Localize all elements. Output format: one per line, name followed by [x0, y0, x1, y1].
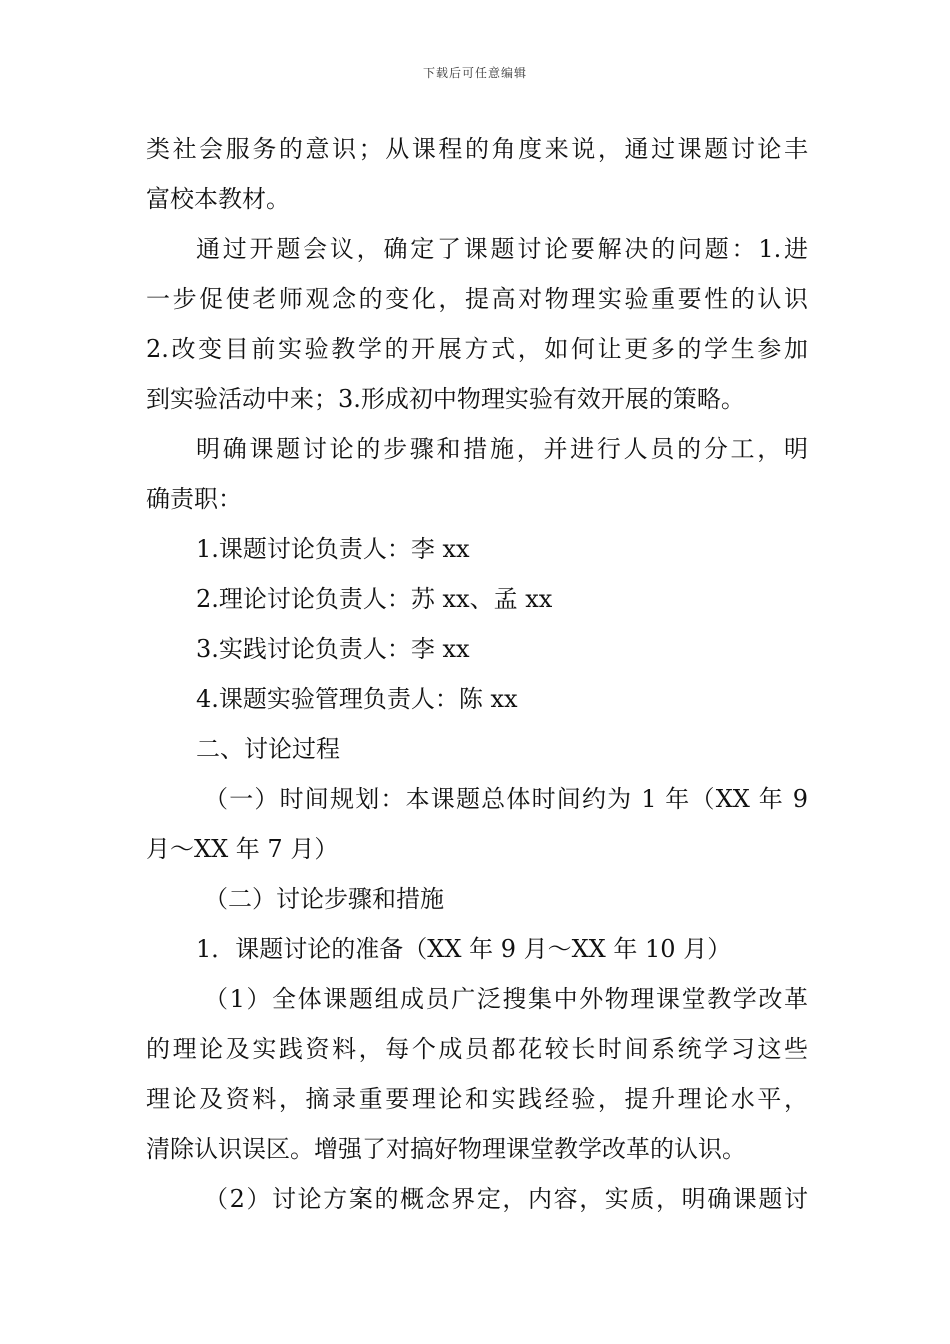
paragraph-line: 一步促使老师观念的变化，提高对物理实验重要性的认识: [146, 285, 808, 313]
subsection-heading: 1．课题讨论的准备（XX 年 9 月～XX 年 10 月）: [196, 935, 732, 963]
subsection-heading: （二）讨论步骤和措施: [204, 885, 444, 913]
paragraph-line: 到实验活动中来；3.形成初中物理实验有效开展的策略。: [146, 385, 745, 413]
list-item: 4.课题实验管理负责人：陈 xx: [196, 685, 518, 713]
list-item: 1.课题讨论负责人：李 xx: [196, 535, 470, 563]
paragraph-line: 通过开题会议，确定了课题讨论要解决的问题：1.进: [196, 235, 808, 263]
paragraph-line: 确责职：: [146, 485, 242, 513]
list-item: 3.实践讨论负责人：李 xx: [196, 635, 470, 663]
paragraph-line: 理论及资料，摘录重要理论和实践经验，提升理论水平，: [146, 1085, 808, 1113]
list-item: 2.理论讨论负责人：苏 xx、孟 xx: [196, 585, 553, 613]
paragraph-line: 类社会服务的意识；从课程的角度来说，通过课题讨论丰: [146, 135, 808, 163]
paragraph-line: 的理论及实践资料，每个成员都花较长时间系统学习这些: [146, 1035, 808, 1063]
paragraph-line: （1）全体课题组成员广泛搜集中外物理课堂教学改革: [204, 985, 808, 1013]
paragraph-line: 明确课题讨论的步骤和措施，并进行人员的分工，明: [196, 435, 808, 463]
paragraph-line: 富校本教材。: [146, 185, 290, 213]
paragraph-line: （一）时间规划：本课题总体时间约为 1 年（XX 年 9: [204, 785, 808, 813]
paragraph-line: 月～XX 年 7 月）: [146, 835, 339, 863]
paragraph-line: （2）讨论方案的概念界定，内容，实质，明确课题讨: [204, 1185, 808, 1213]
paragraph-line: 清除认识误区。增强了对搞好物理课堂教学改革的认识。: [146, 1135, 746, 1163]
document-body: [146, 124, 808, 1224]
page-header: 下载后可任意编辑: [422, 66, 527, 80]
section-heading: 二、讨论过程: [196, 735, 340, 763]
paragraph-line: 2.改变目前实验教学的开展方式，如何让更多的学生参加: [146, 335, 808, 363]
